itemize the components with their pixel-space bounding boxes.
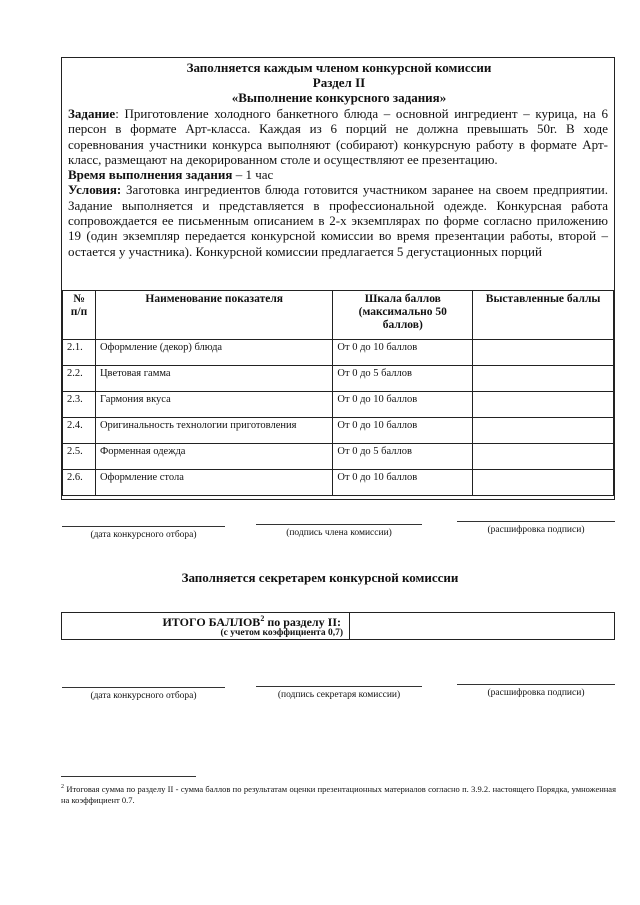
conditions-paragraph	[68, 182, 608, 258]
col-scale-header: Шкала баллов (максимально 50 баллов)	[333, 291, 473, 340]
time-label: Время выполнения задания	[68, 167, 233, 183]
table-row	[63, 392, 614, 418]
row-scale: От 0 до 5 баллов	[333, 366, 473, 392]
row-num: 2.4.	[63, 418, 96, 444]
row-name: Форменная одежда	[95, 444, 332, 470]
row-score-cell[interactable]	[473, 392, 614, 418]
col-num-header: № п/п	[63, 291, 96, 340]
header-line-1: Заполняется каждым членом конкурсной комиссии	[186, 60, 492, 75]
row-name: Оформление стола	[95, 470, 332, 496]
section-subtitle: «Выполнение конкурсного задания»	[231, 90, 447, 105]
conditions-label: Условия:	[68, 182, 122, 198]
section-2-frame	[61, 57, 615, 500]
row-num: 2.2.	[63, 366, 96, 392]
decoding-signature-line[interactable]	[457, 521, 615, 522]
total-value-cell[interactable]	[350, 613, 614, 639]
date-signature-label: (дата конкурсного отбора)	[90, 530, 197, 540]
footnote-mark: 2	[61, 784, 64, 790]
time-text: – 1 час	[232, 167, 274, 183]
row-scale: От 0 до 10 баллов	[333, 340, 473, 366]
table-row	[63, 366, 614, 392]
row-num: 2.5.	[63, 444, 96, 470]
table-row	[63, 340, 614, 366]
row-score-cell[interactable]	[473, 366, 614, 392]
time-paragraph	[68, 167, 608, 182]
row-num: 2.3.	[63, 392, 96, 418]
total-label-cell	[62, 613, 350, 639]
coefficient-note: (с учетом коэффициента 0,7)	[220, 628, 343, 638]
footnote-text: Итоговая сумма по разделу II - сумма баллов по результатам оценки презентационных материалов согласно п. 3.9.2. настоящего Порядка, умноженная на коэффициент 0.7.	[61, 783, 616, 805]
total-label-suffix: по разделу II:	[264, 615, 341, 629]
member-signature-line[interactable]	[256, 524, 422, 525]
footnote	[61, 782, 616, 806]
table-row	[63, 470, 614, 496]
task-description	[68, 106, 608, 259]
assignment-text: : Приготовление холодного банкетного блюда – основной ингредиент – курица, на 6 персон в формате Арт-класса. Каждая из 6 порций не должна превышать 50г. В ходе соревнования участники конкурса выполняют (собирают) конкурсную работу в формате Арт-класс, размещают на декорированном столе и осуществляют ее презентацию.	[68, 106, 608, 167]
table-row	[63, 418, 614, 444]
secretary-section-title: Заполняется секретарем конкурсной комиссии	[181, 570, 459, 585]
date-signature-line-2[interactable]	[62, 687, 225, 688]
row-name: Оформление (декор) блюда	[95, 340, 332, 366]
row-name: Гармония вкуса	[95, 392, 332, 418]
row-score-cell[interactable]	[473, 418, 614, 444]
date-signature-label-2: (дата конкурсного отбора)	[90, 691, 197, 701]
table-header-row	[63, 291, 614, 340]
assignment-paragraph	[68, 106, 608, 167]
decoding-signature-line-2[interactable]	[457, 684, 615, 685]
row-scale: От 0 до 10 баллов	[333, 392, 473, 418]
conditions-text: Заготовка ингредиентов блюда готовится участником заранее на своем предприятии. Задание выполняется и представляется в профессиональной одежде. Конкурсная работа сопровождается ее письменным описанием в 2-х экземплярах по форме согласно приложению 19 (один экземпляр передается конкурсной комиссии во время презентации работы, второй – остается у участника). Конкурсной комиссии предлагается 5 дегустационных порций	[68, 182, 608, 259]
footnote-ref: 2	[260, 614, 265, 623]
decoding-signature-label: (расшифровка подписи)	[487, 525, 585, 535]
row-scale: От 0 до 10 баллов	[333, 470, 473, 496]
total-label-text: ИТОГО БАЛЛОВ	[162, 615, 261, 629]
col-name-header: Наименование показателя	[95, 291, 332, 340]
secretary-signature-label: (подпись секретаря комиссии)	[277, 690, 401, 700]
decoding-signature-label-2: (расшифровка подписи)	[487, 688, 585, 698]
col-scored-header: Выставленные баллы	[473, 291, 614, 340]
total-score-box	[61, 612, 615, 640]
member-signature-label: (подпись члена комиссии)	[286, 528, 392, 538]
row-num: 2.1.	[63, 340, 96, 366]
row-scale: От 0 до 10 баллов	[333, 418, 473, 444]
assignment-label: Задание	[68, 106, 116, 121]
row-scale: От 0 до 5 баллов	[333, 444, 473, 470]
row-score-cell[interactable]	[473, 470, 614, 496]
criteria-table	[62, 290, 614, 496]
table-row	[63, 444, 614, 470]
row-score-cell[interactable]	[473, 340, 614, 366]
date-signature-line[interactable]	[62, 526, 225, 527]
row-name: Цветовая гамма	[95, 366, 332, 392]
row-name: Оригинальность технологии приготовления	[95, 418, 332, 444]
secretary-signature-line[interactable]	[256, 686, 422, 687]
row-num: 2.6.	[63, 470, 96, 496]
footnote-divider	[61, 776, 196, 777]
row-score-cell[interactable]	[473, 444, 614, 470]
section-title: Раздел II	[312, 75, 366, 90]
